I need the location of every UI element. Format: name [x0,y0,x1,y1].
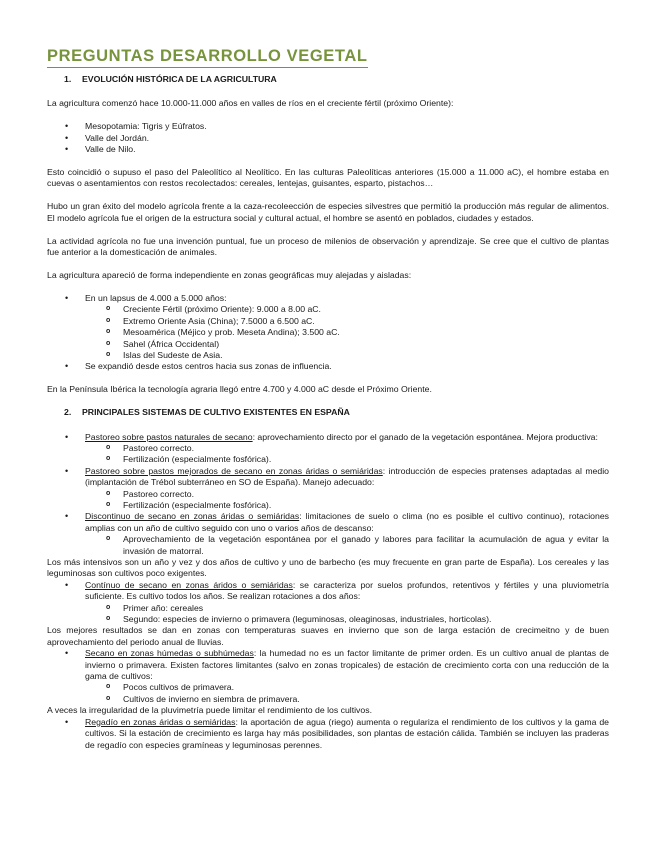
list-item: o Islas del Sudeste de Asia. [85,350,609,361]
system-list-1 [47,432,609,557]
list-item [47,580,609,626]
system-term: Secano en zonas húmedas o subhúmedas [85,648,254,659]
lapse-label: En un lapsus de 4.000 a 5.000 años: [85,292,227,303]
list-item [47,648,609,705]
section-1-heading [64,74,609,85]
section-2-title: PRINCIPALES SISTEMAS DE CULTIVO EXISTENTES EN ESPAÑA [82,407,350,418]
list-item: o Pastoreo correcto. [85,443,609,454]
system-list-4 [47,717,609,751]
s3-note: Los más intensivos son un año y vez y dos años de cultivo y uno de barbecho (es muy frecuente en gran parte de España). Los cereales y las leguminosas son cultivos poco exigentes. [47,557,609,579]
section-2-number: 2. [64,407,72,418]
s5-note: A veces la irregularidad de la pluvimetría puede limitar el rendimiento de los cultivos. [47,705,372,716]
system-text: : la aportación de agua (riego) aumenta o regulariza el rendimiento de los cultivos y la gama de cultivos. Si la estación de crecimiento es larga hay más posibilidades, son plantas de estación cálida. También se incluyen las praderas de regadío con especies gramíneas y leguminosas perennes. [85,716,609,750]
list-item: o Mesoamérica (Méjico y prob. Meseta Andina); 3.500 aC. [85,327,609,338]
system-list-3 [47,648,609,705]
system-term: Contínuo de secano en zonas áridos o semiáridas [85,579,293,590]
list-item: o Creciente Fértil (próximo Oriente): 9.000 a 8.00 aC. [85,304,609,315]
system-text: : limitaciones de suelo o clima (no es posible el cultivo continuo), rotaciones amplias con un año de cultivo seguido con uno o varios años de descanso: [85,511,609,533]
list-item: o Fertilización (especialmente fosfórica). [85,500,609,511]
origin-list [47,293,609,373]
system-term: Discontinuo de secano en zonas áridas o semiáridas [85,511,300,522]
system-text: : introducción de especies pratenses adaptadas al medio (implantación de Trébol subterráneo en SO de España). Manejo adecuado: [85,465,609,488]
sub-list [85,682,609,705]
river-list [47,121,609,155]
section-1-title: EVOLUCIÓN HISTÓRICA DE LA AGRICULTURA [82,74,277,84]
sub-list [85,443,609,466]
list-item: o Extremo Oriente Asia (China); 7.5000 a 6.500 aC. [85,316,609,327]
section-2-heading [64,407,609,418]
s1-paragraph-1: Esto coincidió o supuso el paso del Paleolítico al Neolítico. En las culturas Paleolíticas anteriores (15.000 a 11.000 aC), el hombre estaba en cuevas o asentamientos con restos recolectados: cereales, lentejas, guisantes, esparto, pistachos… [47,167,609,189]
system-list-2 [47,580,609,626]
system-term: Regadío en zonas áridas o semiáridas [85,716,236,727]
system-term: Pastoreo sobre pastos naturales de secano [85,431,253,442]
section-1-number: 1. [64,74,72,84]
sub-list [85,489,609,512]
list-item [47,466,609,512]
s1-iberia: En la Península Ibérica la tecnología agraria llegó entre 4.700 y 4.000 aC desde el Próximo Oriente. [47,384,432,395]
list-item: o Cultivos de invierno en siembra de primavera. [85,694,609,705]
list-item: o Aprovechamiento de la vegetación espontánea por el ganado y labores para facilitar la acumulación de agua y evitar la invasión de matorral. [85,534,609,557]
list-item: o Pocos cultivos de primavera. [85,682,609,693]
s1-paragraph-3: La actividad agrícola no fue una invención puntual, fue un proceso de milenios de observación y aprendizaje. Se cree que el cultivo de plantas fue anterior a la domesticación de animales. [47,235,609,258]
list-item: • Valle de Nilo. [47,144,609,155]
s1-intro: La agricultura comenzó hace 10.000-11.000 años en valles de ríos en el creciente fértil (próximo Oriente): [47,98,454,109]
list-item: o Primer año: cereales [85,603,609,614]
list-item: • Se expandió desde estos centros hacia sus zonas de influencia. [47,361,609,372]
list-item [47,293,609,361]
sub-list [85,603,609,626]
list-item: o Segundo: especies de invierno o primavera (leguminosas, oleaginosas, industriales, horticolas). [85,614,609,625]
list-item [47,511,609,557]
list-item: o Fertilización (especialmente fosfórica). [85,454,609,465]
s4-note: Los mejores resultados se dan en zonas con temperaturas suaves en invierno que son de larga estación de crecimeitno y de buen aprovechamiento del periodo anual de lluvias. [47,625,609,647]
list-item [47,432,609,466]
page-title: PREGUNTAS DESARROLLO VEGETAL [47,46,368,68]
list-item [47,717,609,751]
system-text: : la humedad no es un factor limitante de primer orden. Es un cultivo anual de plantas de invierno o primavera. Existen factores limitantes (salvo en zonas tropicales) de estación de crecimiento corta con una reducción de la gama de cultivos: [85,648,609,682]
s1-paragraph-4: La agricultura apareció de forma independiente en zonas geográficas muy alejadas y aisladas: [47,269,412,280]
system-text: : se caracteriza por suelos profundos, retentivos y fértiles y una pluviometría suficiente. Es cultivo todos los años. Se realizan rotaciones a dos años: [85,579,609,602]
list-item: o Pastoreo correcto. [85,489,609,500]
list-item: • Mesopotamia: Tigris y Eúfratos. [47,121,609,132]
system-term: Pastoreo sobre pastos mejorados de secano en zonas áridas o semiáridas [85,465,383,476]
system-text: : aprovechamiento directo por el ganado de la vegetación espontánea. Mejora productiva: [252,431,598,442]
origin-centers [85,304,609,361]
sub-list [85,534,609,557]
list-item: o Sahel (África Occidental) [85,339,609,350]
s1-paragraph-2: Hubo un gran éxito del modelo agrícola frente a la caza-recoleección de especies silvestres que permitió la producción más regular de alimentos. El modelo agrícola fue el origen de la estructura social y cultural actual, el hombre se asentó en poblados, ciudades y estados. [47,201,609,223]
list-item: • Valle del Jordán. [47,133,609,144]
